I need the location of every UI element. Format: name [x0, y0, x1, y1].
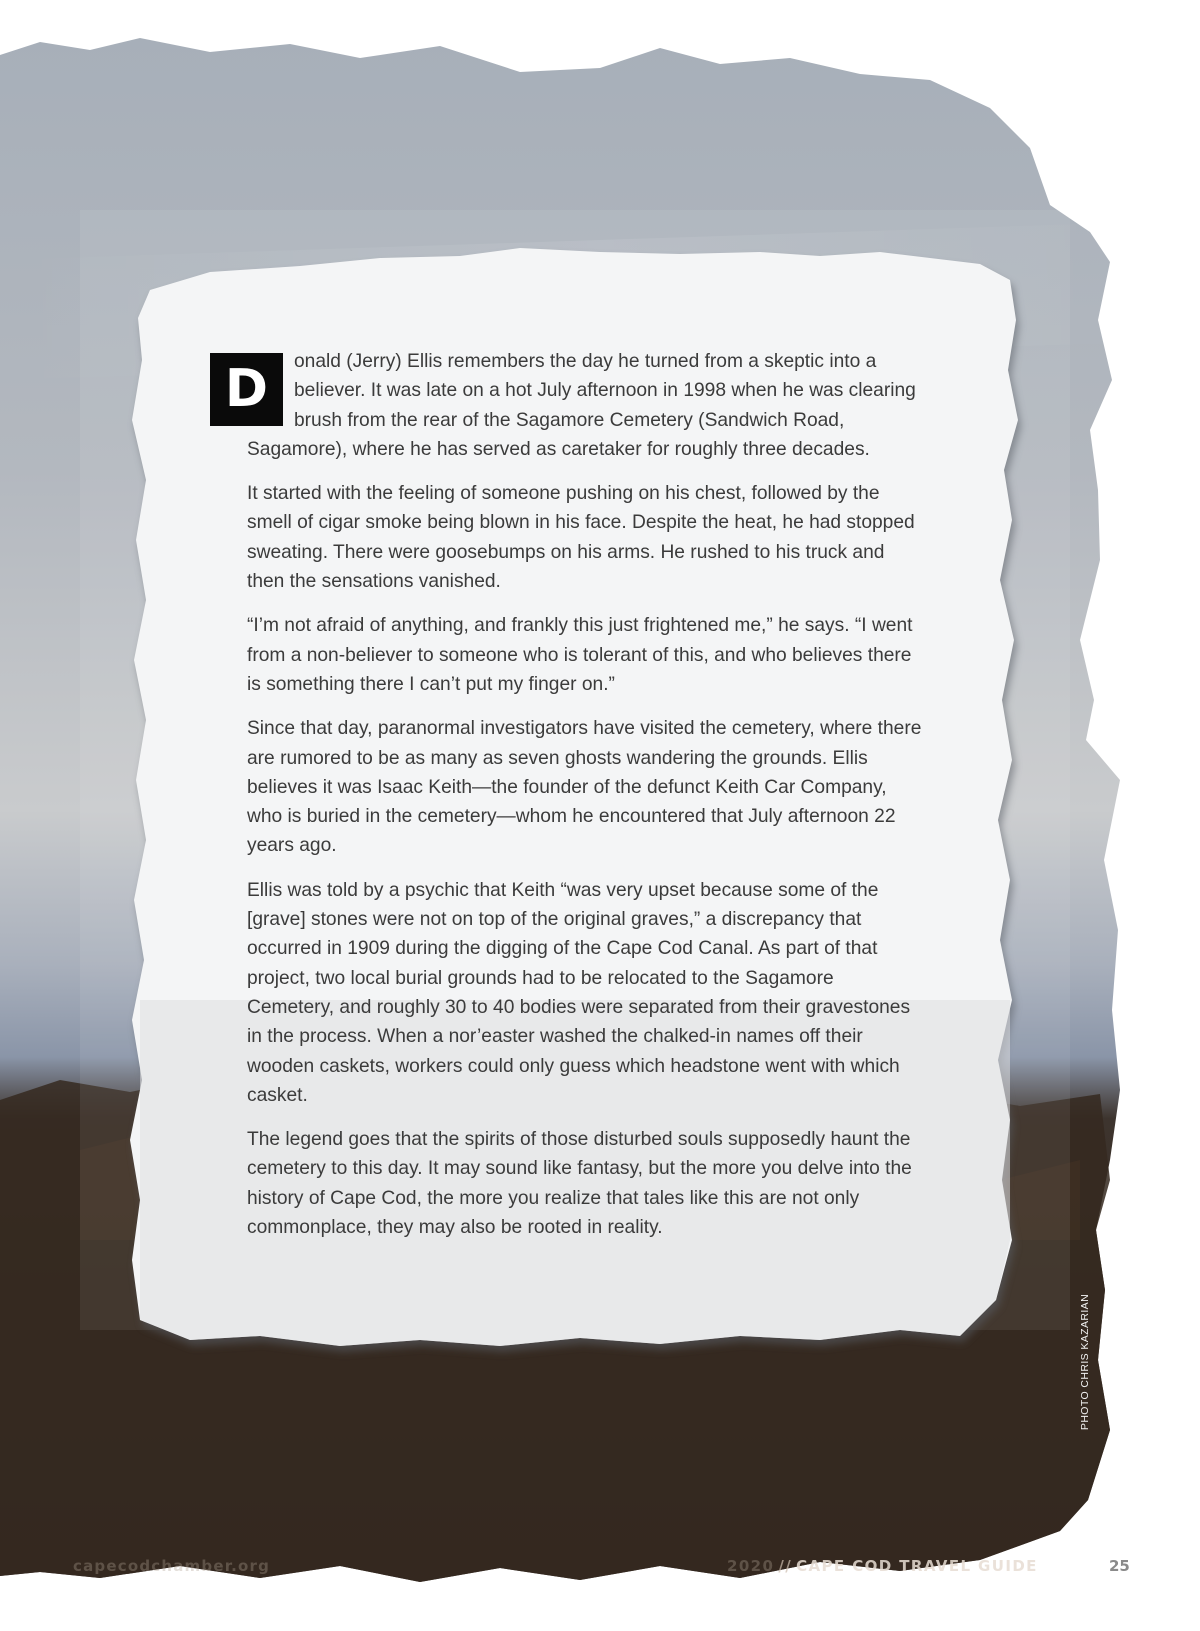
footer-year: 2020	[727, 1557, 775, 1575]
article-paragraph: It started with the feeling of someone pushing on his chest, followed by the smell of cigar smoke being blown in his face. Despite the heat, he had stopped sweating. There were goosebumps on his arms. He rushed to his truck and then the sensations vanished.	[247, 483, 915, 593]
article-paragraph: The legend goes that the spirits of those disturbed souls supposedly haunt the cemetery to this day. It may sound like fantasy, but the more you delve into the history of Cape Cod, the more you realize that tales like this are not only commonplace, they may also be rooted in reality.	[247, 1129, 912, 1239]
article-body	[224, 347, 922, 1257]
paragraph-text: onald (Jerry) Ellis remembers the day he turned from a skeptic into a believer. It was late on a hot July afternoon in 1998 when he was clearing brush from the rear of the Sagamore Cemetery (Sandwich Road, Sagamore), where he has served as caretaker for roughly three decades.	[247, 351, 916, 460]
footer-separator: //	[778, 1557, 793, 1575]
footer-publication-title: CAPE COD TRAVEL GUIDE	[796, 1557, 1038, 1575]
article-paragraph: “I’m not afraid of anything, and frankly this just frightened me,” he says. “I went from a non-believer to someone who is tolerant of this, and who believes there is something there I can’t put my finger on.”	[247, 615, 913, 695]
article-paragraph	[224, 347, 922, 464]
photo-credit-text: PHOTO CHRIS KAZARIAN	[1079, 1293, 1091, 1431]
drop-cap: D	[210, 353, 283, 426]
page-number: 25	[1109, 1557, 1130, 1575]
footer-website[interactable]: capecodchamber.org	[73, 1557, 271, 1575]
article-paragraph: Ellis was told by a psychic that Keith “was very upset because some of the [grave] stones were not on top of the original graves,” a discrepancy that occurred in 1909 during the digging of the Cape Cod Canal. As part of that project, two local burial grounds had to be relocated to the Sagamore Cemetery, and roughly 30 to 40 bodies were separated from their gravestones in the process. When a nor’easter washed the chalked-in names off their wooden caskets, workers could only guess which headstone went with which casket.	[247, 879, 911, 1106]
article-paragraph: Since that day, paranormal investigators have visited the cemetery, where there are rumored to be as many as seven ghosts wandering the grounds. Ellis believes it was Isaac Keith—the founder of the defunct Keith Car Company, who is buried in the cemetery—whom he encountered that July afternoon 22 years ago.	[247, 718, 922, 857]
photo-credit	[1077, 1292, 1093, 1432]
footer-publication	[727, 1557, 1038, 1575]
